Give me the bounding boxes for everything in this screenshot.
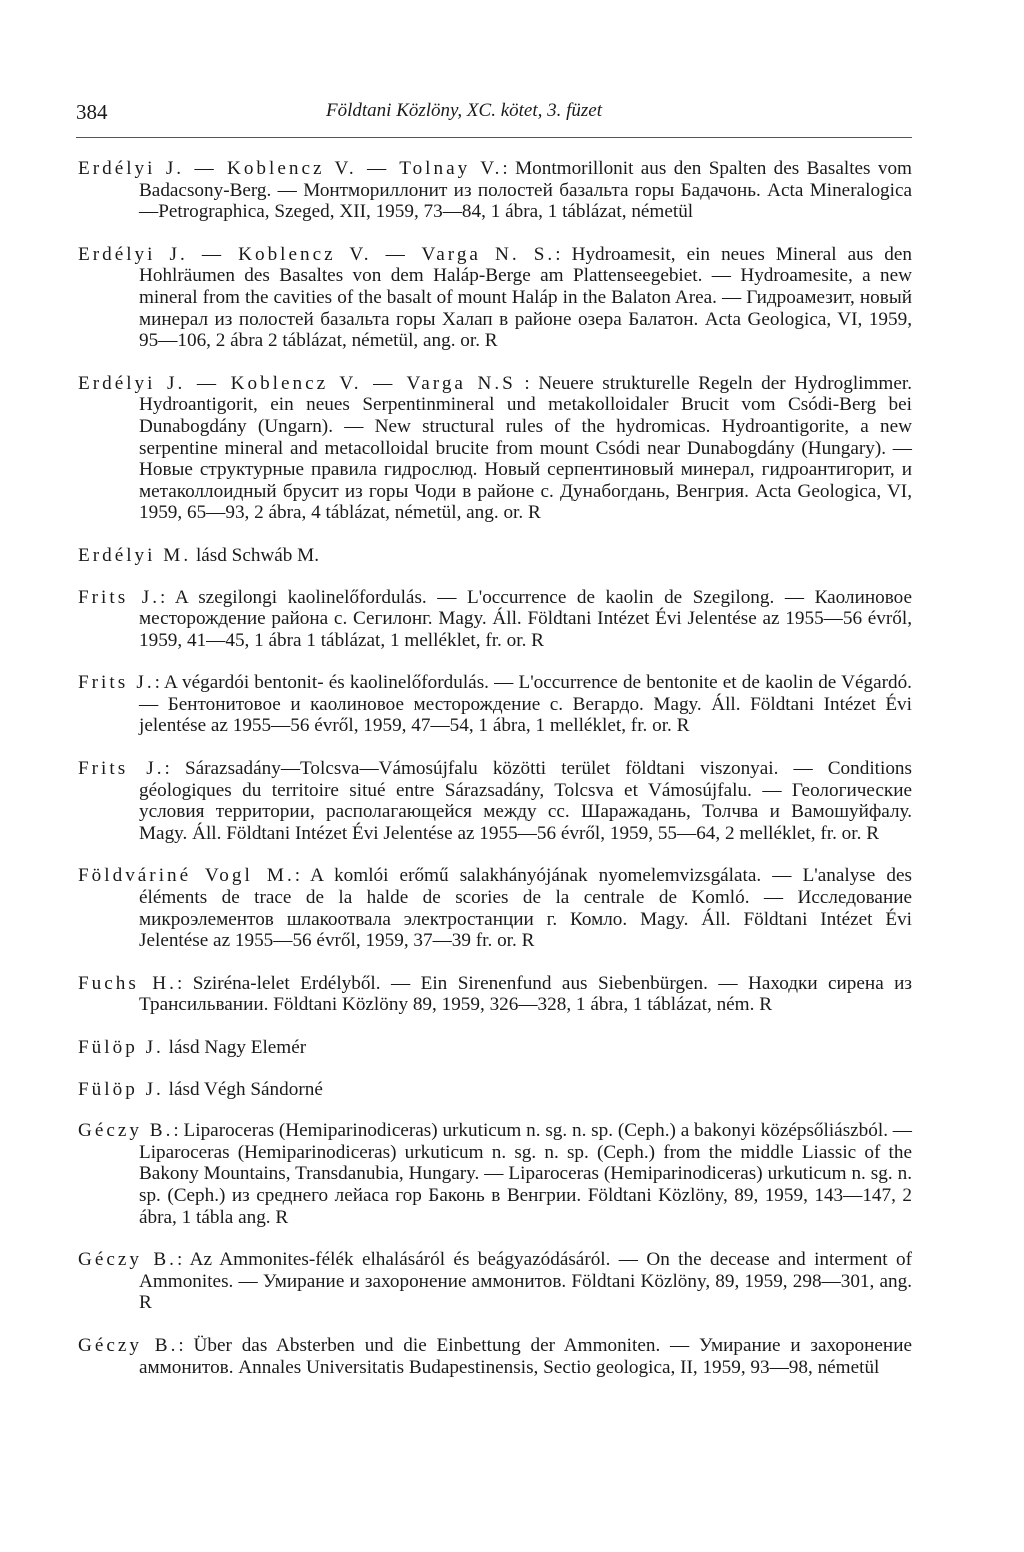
bibliography-entry bbox=[78, 1079, 912, 1101]
bibliography-entry bbox=[78, 545, 912, 567]
bibliography-entry bbox=[78, 587, 912, 652]
entry-author: Frits J. bbox=[78, 672, 155, 694]
entry-author: Fülöp J. bbox=[78, 1037, 164, 1058]
entry-text: lásd Végh Sándorné bbox=[163, 1078, 323, 1100]
entry-text: : Über das Absterben und die Einbettung der Ammoniten. — Умирание и захоронение аммонитов. Annales Universitatis Budapestinensis, Sectio geologica, II, 1959, 93—98, németül bbox=[139, 1334, 912, 1378]
bibliography-entry bbox=[78, 158, 912, 223]
page-number: 384 bbox=[76, 100, 108, 124]
entry-text: : Montmorillonit aus den Spalten des Basaltes vom Badacsony-Berg. — Монтмориллонит из полостей базальта горы Бадачонь. Acta Mineralogica—Petrographica, Szeged, XII, 1959, 73—84, 1 ábra, 1 táblázat, németül bbox=[139, 158, 912, 223]
entry-text: lásd Nagy Elemér bbox=[163, 1037, 307, 1058]
bibliography-entry bbox=[78, 373, 912, 524]
bibliography-entry bbox=[78, 973, 912, 1016]
entry-author: Géczy B. bbox=[78, 1334, 179, 1356]
entry-text: lásd Schwáb M. bbox=[191, 544, 320, 566]
bibliography-entry bbox=[78, 1249, 912, 1314]
bibliography-entry bbox=[78, 758, 912, 844]
entry-author: Erdélyi J. — Koblencz V. — Varga N.S bbox=[78, 372, 516, 394]
header-rule bbox=[76, 137, 912, 138]
entry-text: : A komlói erőmű salakhányójának nyomelemvizsgálata. — L'analyse des éléments de trace de la halde de scories de la centrale de Komló. — Исследование микроэлементов шлакоотвала электростанции г. Комло. Magy. Áll. Földtani Intézet Évi Jelentése az 1955—56 évről, 1959, 37—39 fr. or. R bbox=[139, 865, 912, 952]
bibliography-entry bbox=[78, 672, 912, 737]
bibliography-entry bbox=[78, 244, 912, 352]
entry-text: : A végardói bentonit- és kaolinelőfordulás. — L'occurrence de bentonite et de kaolin de Végardó. — Бентонитовое и каолиновое месторождение с. Вегардо. Magy. Áll. Földtani Intézet Évi jelentése az 1955—56 évről, 1959, 47—54, 1 ábra, 1 melléklet, fr. or. R bbox=[139, 672, 912, 737]
journal-title: Földtani Közlöny, XC. kötet, 3. füzet bbox=[326, 100, 603, 121]
bibliography-entry bbox=[78, 1037, 912, 1059]
entry-author: Fuchs H. bbox=[78, 972, 177, 994]
entry-text: : Neuere strukturelle Regeln der Hydroglimmer. Hydroantigorit, ein neues Serpentinmineral und metakolloidaler Brucit vom Csódi-Berg bei Dunabogdány (Ungarn). — New structural rules of the hydromicas. Hydroantigorite, a new serpentine mineral and metacolloidal brucite from mount Csódi near Dunabogdány (Hungary). — Новые структурные правила гидрослюд. Новый серпентиновый минерал, гидроантигорит, и метаколлоидный брусит из горы Чоди в районе с. Дунабогдань, Венгрия. Acta Geologica, VI, 1959, 65—93, 2 ábra, 4 táblázat, németül, ang. or. R bbox=[139, 372, 912, 524]
entry-text: : A szegilongi kaolinelőfordulás. — L'occurrence de kaolin de Szegilong. — Каолиновое месторождение района с. Сегилонг. Magy. Áll. Földtani Intézet Évi Jelentése az 1955—56 évről, 1959, 41—45, 1 ábra 1 táblázat, 1 melléklet, fr. or. R bbox=[139, 586, 912, 651]
entry-author: Erdélyi M. bbox=[78, 544, 192, 566]
entry-author: Frits J. bbox=[78, 758, 165, 780]
bibliography-entry bbox=[78, 1120, 912, 1228]
entry-author: Fülöp J. bbox=[78, 1078, 164, 1100]
entry-text: : Sárazsadány—Tolcsva—Vámosújfalu közötti terület földtani viszonyai. — Conditions géologiques du territoire situé entre Sárazsadány, Tolcsva et Vámosújfalu. — Геологические условия территории, располагающейся между сс. Шаражадань, Толчва и Вамошуйфалу. Magy. Áll. Földtani Intézet Évi Jelentése az 1955—56 évről, 1959, 55—64, 2 melléklet, fr. or. R bbox=[139, 758, 912, 844]
entry-text: : Hydroamesit, ein neues Mineral aus den Hohlräumen des Basaltes von dem Haláp-Berge am Plattenseegebiet. — Hydroamesite, a new mineral from the cavities of the basalt of mount Haláp in the Balaton Area. — Гидроамезит, новый минерал из полостей базальта горы Халап в районе озера Балатон. Acta Geologica, VI, 1959, 95—106, 2 ábra 2 táblázat, németül, ang. or. R bbox=[139, 243, 913, 352]
entry-text: : Liparoceras (Hemiparinodiceras) urkuticum n. sg. n. sp. (Ceph.) a bakonyi középsőliászból. — Liparoceras (Hemiparinodiceras) urkuticum n. sg. n. sp. (Ceph.) from the middle Liassic of the Bakony Mountains, Transdanubia, Hungary. — Liparoceras (Hemiparinodiceras) urkuticum n. sg. n. sp. (Ceph.) из среднего лейаса гор Баконь в Венгрии. Földtani Közlöny, 89, 1959, 143—147, 2 ábra, 1 tábla ang. R bbox=[139, 1120, 912, 1228]
entry-author: Frits J. bbox=[78, 586, 161, 608]
running-head bbox=[76, 100, 912, 130]
entry-author: Erdélyi J. — Koblencz V. — Varga N. S. bbox=[78, 243, 556, 265]
entry-author: Géczy B. bbox=[78, 1249, 177, 1271]
bibliography-entry bbox=[78, 1335, 912, 1378]
bibliography-list bbox=[78, 158, 912, 1399]
entry-author: Erdélyi J. — Koblencz V. — Tolnay V. bbox=[78, 158, 503, 179]
entry-text: : Az Ammonites-félék elhalásáról és beágyazódásáról. — On the decease and interment of Ammonites. — Умирание и захоронение аммонитов. Földtani Közlöny, 89, 1959, 298—301, ang. R bbox=[139, 1249, 912, 1314]
entry-author: Földváriné Vogl M. bbox=[78, 865, 295, 887]
entry-author: Géczy B. bbox=[78, 1120, 174, 1142]
bibliography-entry bbox=[78, 865, 912, 951]
entry-text: : Sziréna-lelet Erdélyből. — Ein Sirenenfund aus Siebenbürgen. — Находки сирена из Трансильвании. Földtani Közlöny 89, 1959, 326—328, 1 ábra, 1 táblázat, ném. R bbox=[139, 972, 912, 1016]
